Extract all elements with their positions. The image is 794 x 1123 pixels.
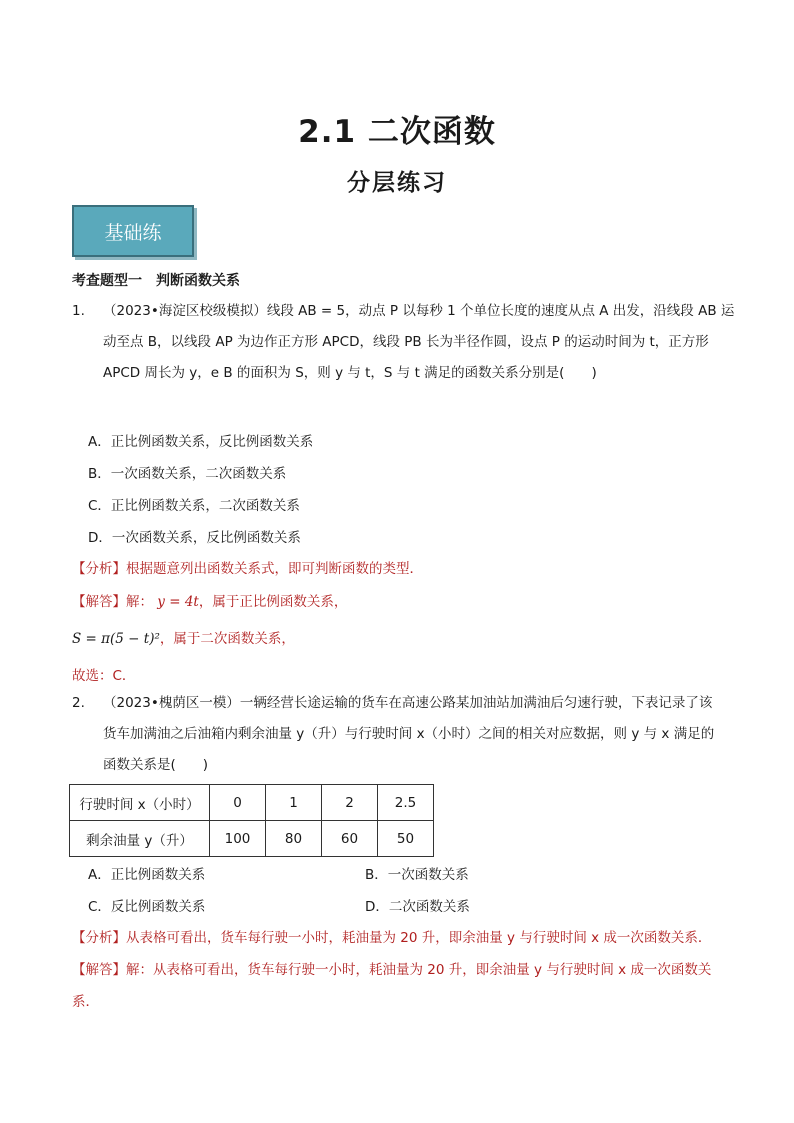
question-2-line-1: （2023•槐荫区一模）一辆经营长途运输的货车在高速公路某加油站加满油后匀速行驶，下表记录了该: [103, 695, 713, 711]
question-1-line-3: APCD 周长为 y，e B 的面积为 S，则 y 与 t，S 与 t 满足的函数关系分别是( ): [103, 365, 597, 381]
page-title: 2.1 二次函数: [298, 114, 496, 150]
question-2-answer: [72, 958, 711, 978]
question-1-choice: 故选：C．: [72, 668, 136, 684]
answer-text-2: ，属于二次函数关系，: [159, 631, 295, 647]
analysis-text: 从表格可看出，货车每行驶一小时，耗油量为 20 升，即余油量 y 与行驶时间 x 成一次函数关系．: [126, 930, 712, 946]
table-cell: 2.5: [378, 785, 434, 821]
question-2-answer-line-2: 系．: [72, 994, 99, 1010]
question-1-answer: [72, 590, 347, 610]
question-1-line-2: 动至点 B，以线段 AP 为边作正方形 APCD，线段 PB 长为半径作圆，设点 P 的运动时间为 t，正方形: [103, 334, 709, 350]
answer-text: 解：从表格可看出，货车每行驶一小时，耗油量为 20 升，即余油量 y 与行驶时间 x 成一次函数关: [126, 962, 712, 978]
question-1-option-d: D．一次函数关系，反比例函数关系: [88, 530, 301, 546]
answer-prefix: 解：: [126, 594, 153, 610]
question-2-option-a: A．正比例函数关系: [88, 867, 206, 883]
analysis-tag: 【分析】: [72, 930, 126, 946]
table-cell: 60: [322, 821, 378, 857]
table-cell: 1: [266, 785, 322, 821]
question-2-number: 2.: [72, 695, 85, 711]
analysis-text: 根据题意列出函数关系式，即可判断函数的类型．: [126, 561, 423, 577]
table-cell: 行驶时间 x（小时）: [70, 785, 210, 821]
question-1-option-a: A．正比例函数关系，反比例函数关系: [88, 434, 314, 450]
table-cell: 80: [266, 821, 322, 857]
answer-tag: 【解答】: [72, 594, 126, 610]
table-cell: 50: [378, 821, 434, 857]
table-row: [70, 785, 434, 821]
question-2-option-b: B．一次函数关系: [365, 867, 469, 883]
table-cell: 100: [210, 821, 266, 857]
question-type-heading: 考查题型一 判断函数关系: [72, 273, 240, 289]
section-badge: 基础练: [72, 205, 194, 257]
answer-equation-1: y = 4t: [157, 594, 199, 610]
page-subtitle: 分层练习: [347, 170, 447, 196]
question-2-line-2: 货车加满油之后油箱内剩余油量 y（升）与行驶时间 x（小时）之间的相关对应数据，则 y 与 x 满足的: [103, 726, 715, 742]
question-1-line-1: （2023•海淀区校级模拟）线段 AB = 5，动点 P 以每秒 1 个单位长度的速度从点 A 出发，沿线段 AB 运: [103, 303, 735, 319]
answer-equation-2: S = π(5 − t)²: [72, 631, 160, 647]
question-1-answer-line-2: [72, 627, 295, 647]
question-1-option-c: C．正比例函数关系，二次函数关系: [88, 498, 300, 514]
answer-text-1: ，属于正比例函数关系，: [198, 594, 348, 610]
table-cell: 0: [210, 785, 266, 821]
table-cell: 剩余油量 y（升）: [70, 821, 210, 857]
question-2-option-c: C．反比例函数关系: [88, 899, 206, 915]
question-1-number: 1.: [72, 303, 85, 319]
data-table: [69, 784, 434, 857]
question-2-option-d: D．二次函数关系: [365, 899, 470, 915]
answer-tag: 【解答】: [72, 962, 126, 978]
analysis-tag: 【分析】: [72, 561, 126, 577]
question-2-analysis: [72, 926, 711, 946]
table-cell: 2: [322, 785, 378, 821]
question-2-line-3: 函数关系是( ): [103, 757, 209, 773]
question-1-option-b: B．一次函数关系，二次函数关系: [88, 466, 287, 482]
table-row: [70, 821, 434, 857]
question-1-analysis: [72, 557, 423, 577]
